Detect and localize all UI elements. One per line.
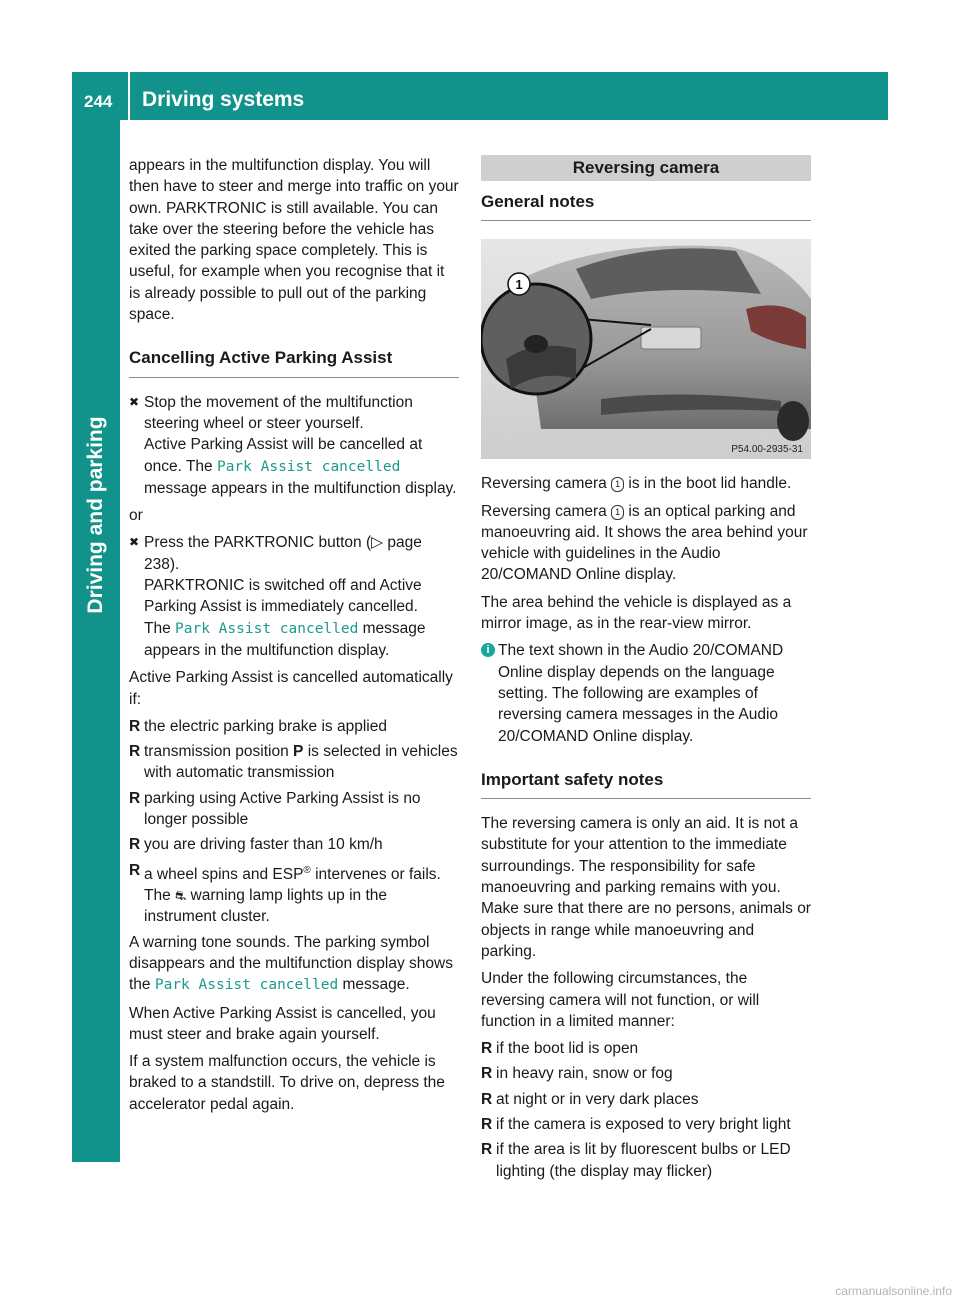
reversing-camera-banner: Reversing camera (481, 155, 811, 181)
step-stop-movement (129, 392, 459, 499)
intro-paragraph: appears in the multifunction display. You will then have to steer and merge into traffic on your own. PARKTRONIC is still available. You can take over the steering before the vehicle has exited the parking space completely. This is useful, for example when you recognise that it is already possible to pull out of the parking space. (129, 157, 459, 324)
step-result: PARKTRONIC is switched off and Active Parking Assist is immediately cancelled. (144, 577, 422, 616)
or-text: or (129, 507, 143, 525)
display-message: Park Assist cancelled (216, 458, 401, 475)
left-column (129, 155, 459, 1121)
step-arrow-icon: ✖ (129, 394, 140, 409)
step-result: Active Parking Assist will be cancelled at once. The Park Assist cancelled message appears in the multifunction display. (144, 436, 457, 497)
reversing-camera-image (481, 239, 811, 459)
after-cancel-paragraph: When Active Parking Assist is cancelled, you must steer and brake again yourself. (129, 1004, 436, 1043)
list-item: R the electric parking brake is applied (129, 717, 387, 735)
step-text: Stop the movement of the multifunction steering wheel or steer yourself. (144, 393, 413, 432)
watermark: carmanualsonline.info (835, 1284, 952, 1298)
circumstances-paragraph: Under the following circumstances, the reversing camera will not function, or will function in a limited manner: (481, 970, 760, 1030)
safety-notes-heading: Important safety notes (481, 769, 811, 799)
page-ref-link[interactable]: page 238). (144, 534, 422, 573)
cancel-heading: Cancelling Active Parking Assist (129, 347, 459, 377)
page-number: 244 (84, 92, 113, 111)
list-item: R a wheel spins and ESP® intervenes or fails. The ⛐ warning lamp lights up in the instrument cluster. (129, 861, 441, 926)
callout-1-icon: 1 (611, 505, 624, 520)
list-item: R transmission position P is selected in vehicles with automatic transmission (129, 743, 458, 782)
info-icon: i (481, 643, 495, 657)
list-item: R in heavy rain, snow or fog (481, 1065, 673, 1083)
step-text: Press the PARKTRONIC button (▷ page 238). (144, 534, 422, 573)
display-message: Park Assist cancelled (154, 977, 339, 994)
info-text: The text shown in the Audio 20/COMAND Online display depends on the language setting. The following are examples of reversing camera messages in the Audio 20/COMAND Online display. (498, 642, 784, 745)
list-item: R if the camera is exposed to very bright light (481, 1116, 791, 1134)
callout-1-icon: 1 (611, 477, 624, 492)
info-note (481, 640, 811, 746)
camera-lens (524, 335, 548, 353)
safety-paragraph: The reversing camera is only an aid. It is not a substitute for your attention to the immediate surroundings. The responsibility for safe manoeuvring and parking remains with you. Make sure that there are no persons, animals or objects in range while manoeuvring and parking. (481, 815, 811, 960)
display-message: Park Assist cancelled (175, 620, 359, 637)
camera-location-paragraph: Reversing camera 1 is in the boot lid handle. (481, 475, 792, 493)
general-notes-heading: General notes (481, 191, 811, 221)
list-item: R at night or in very dark places (481, 1090, 699, 1108)
tone-paragraph: A warning tone sounds. The parking symbol disappears and the multifunction display shows the Park Assist cancelled message. (129, 933, 453, 994)
header-divider (128, 72, 130, 120)
malfunction-paragraph: If a system malfunction occurs, the vehicle is braked to a standstill. To drive on, depress the accelerator pedal again. (129, 1053, 445, 1113)
list-item: R parking using Active Parking Assist is no longer possible (129, 789, 421, 829)
list-item: R if the boot lid is open (481, 1040, 639, 1058)
camera-function-paragraph: Reversing camera 1 is an optical parking and manoeuvring aid. It shows the area behind your vehicle with guidelines in the Audio 20/COMAND Online display. (481, 502, 808, 584)
skid-warning-icon: ⛐ (175, 888, 187, 904)
page-ref-icon: ▷ (371, 534, 384, 552)
list-item: R you are driving faster than 10 km/h (129, 836, 383, 854)
step-result: The Park Assist cancelled message appears in the multifunction display. (144, 619, 426, 659)
step-arrow-icon: ✖ (129, 535, 140, 550)
right-column (481, 155, 811, 1186)
rear-wheel (777, 401, 809, 441)
image-code: P54.00-2935-31 (731, 444, 803, 456)
step-press-parktronic (129, 532, 459, 661)
chapter-sidebar (72, 120, 120, 1162)
auto-cancel-intro: Active Parking Assist is cancelled automatically if: (129, 669, 453, 708)
section-title: Driving systems (142, 88, 305, 111)
chapter-label: Driving and parking (84, 416, 107, 614)
page-header (72, 72, 888, 120)
mirror-image-paragraph: The area behind the vehicle is displayed as a mirror image, as in the rear-view mirror. (481, 593, 792, 633)
list-item: R if the area is lit by fluorescent bulbs or LED lighting (the display may flicker) (481, 1141, 791, 1180)
callout-number: 1 (515, 277, 523, 293)
